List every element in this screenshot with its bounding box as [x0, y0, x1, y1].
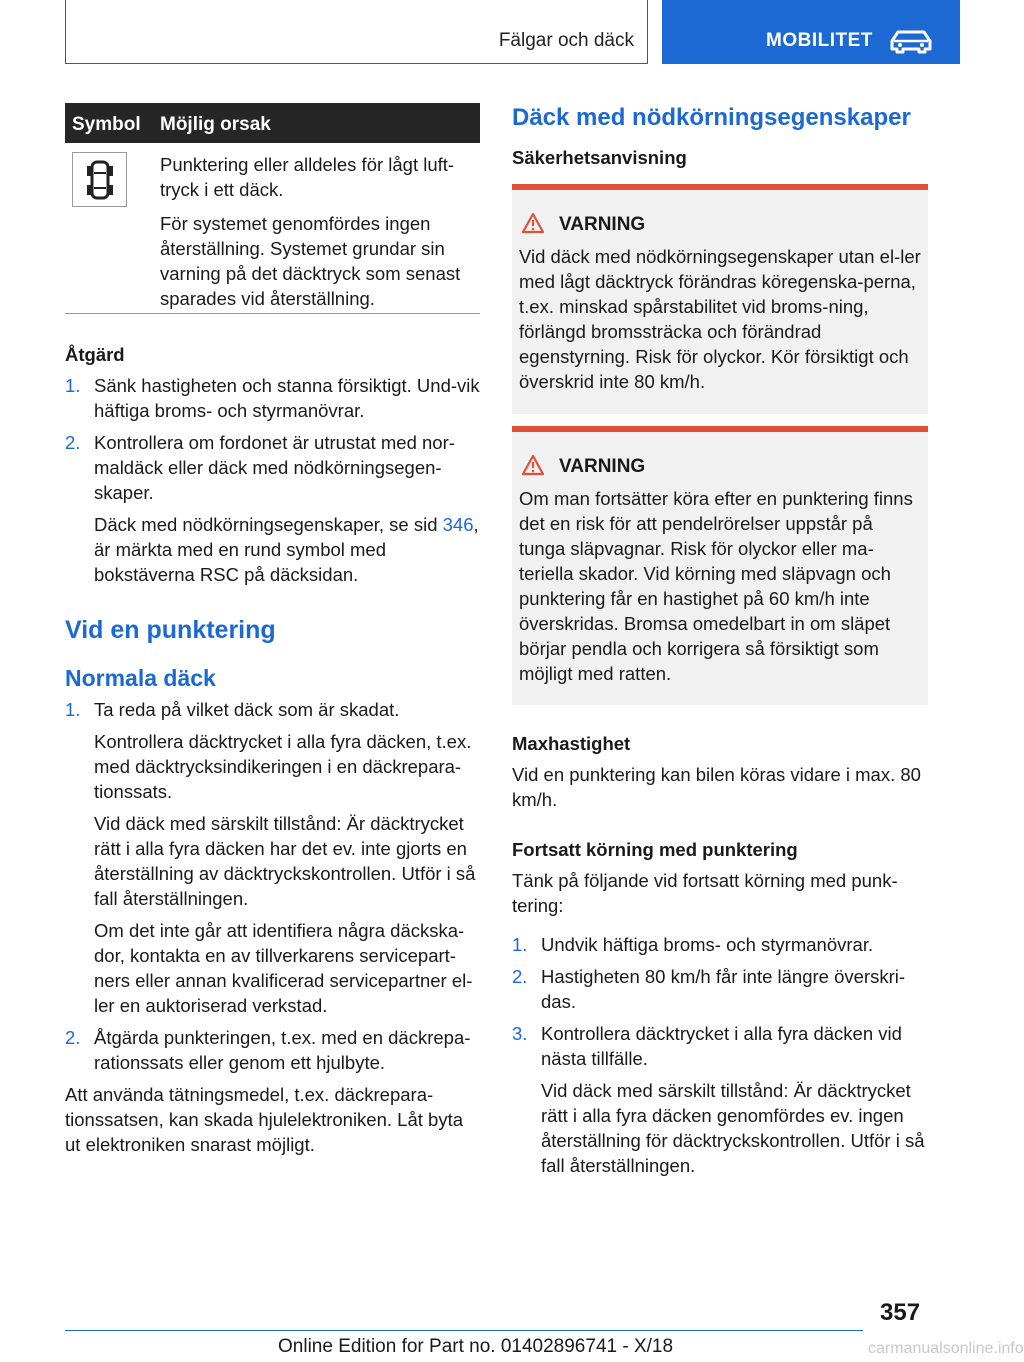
reason-1: Punktering eller alldeles för lågt luft-tryck i ett däck. — [160, 154, 455, 200]
normala-dack-heading: Normala däck — [65, 665, 216, 691]
reason-cell — [160, 152, 475, 320]
warning-triangle-icon — [521, 212, 545, 234]
maxspeed-text: Vid en punktering kan bilen köras vidare i max. 80 km/h. — [512, 764, 921, 810]
warning-title: VARNING — [559, 456, 646, 477]
rsc-heading: Däck med nödkörningsegenskaper — [512, 104, 911, 131]
reason-2: För systemet genomfördes ingen återställning. Systemet grundar sin varning på det däcktryck som senast sparades vid återställning. — [160, 213, 461, 309]
continue-steps — [512, 932, 928, 1178]
maxspeed-heading: Maxhastighet — [512, 733, 631, 754]
list-item: 2. Hastigheten 80 km/h får inte längre överskri-das. — [512, 966, 906, 1012]
continue-heading: Fortsatt körning med punktering — [512, 839, 798, 860]
list-item: 3. Kontrollera däcktrycket i alla fyra däcken vid nästa tillfälle. Vid däck med särskilt tillstånd: Är däcktrycket rätt i alla fyra däcken genomfördes ev. ingen återställning för däcktryckskontrollen. Utför i så fall återställningen. — [512, 1023, 925, 1176]
list-item: 1. Undvik häftiga broms- och styrmanövrar. — [512, 934, 874, 955]
watermark: carmanualsonline.info — [868, 1340, 1024, 1357]
symbol-cell — [72, 152, 127, 207]
section-title: Fälgar och däck — [498, 30, 634, 51]
page-ref-link[interactable]: 346 — [442, 514, 474, 535]
car-icon — [888, 29, 934, 53]
safety-heading: Säkerhetsanvisning — [512, 147, 687, 168]
list-item: 1. Sänk hastigheten och stanna försiktigt. Und-vik häftiga broms- och styrmanövrar. — [65, 375, 480, 421]
left-column — [65, 103, 480, 1157]
edition-text: Online Edition for Part no. 01402896741 - X/18 — [278, 1336, 674, 1357]
continue-text: Tänk på följande vid fortsatt körning med punk-tering: — [512, 870, 898, 916]
symbol-table-header — [65, 103, 480, 143]
table-row — [65, 143, 480, 314]
atgard-steps — [65, 373, 480, 587]
warning-title: VARNING — [559, 214, 646, 235]
page-number: 357 — [880, 1299, 921, 1326]
atgard-heading: Åtgärd — [65, 344, 125, 365]
warning-box — [512, 184, 928, 414]
list-item: 2. Åtgärda punkteringen, t.ex. med en däckrepa-rationssats eller genom ett hjulbyte. — [65, 1027, 471, 1073]
warning-triangle-icon — [521, 454, 545, 476]
right-column — [512, 103, 928, 1185]
warning-text: Vid däck med nödkörningsegenskaper utan el-ler med lågt däcktryck förändras köregenska-perna, t.ex. minskad spårstabilitet vid broms-ning, förlängd bromssträcka och förändrad egenstyrning. Risk för olyckor. Kör försiktigt och överskrid inte 80 km/h. — [519, 246, 921, 392]
sealant-note: Att använda tätningsmedel, t.ex. däckrepara-tionssatsen, kan skada hjulelektroniken. Låt byta ut elektroniken snarast möjligt. — [65, 1084, 463, 1155]
list-item: 2. Kontrollera om fordonet är utrustat med nor-maldäck eller däck med nödkörningsegen-skaper. Däck med nödkörningsegenskaper, se sid 346, är märkta med en rund symbol med bokstäverna RSC på däcksidan. — [65, 432, 479, 585]
chapter-tab-label: MOBILITET — [766, 30, 873, 51]
col-reason: Möjlig orsak — [160, 114, 271, 135]
warning-text: Om man fortsätter köra efter en punktering finns det en risk för att pendelrörelser uppstår på tunga släpvagnar. Risk för olyckor eller ma-teriella skador. Vid körning med släpvagn och punktering får en hastighet på 60 km/h inte överskridas. Bromsa omedelbart in om släpet börjar pendla och korrigera så försiktigt som möjligt med ratten. — [519, 488, 913, 684]
list-item: 1. Ta reda på vilket däck som är skadat. Kontrollera däcktrycket i alla fyra däcken, t.ex. med däcktrycksindikeringen i en däckrepara-tionssats. Vid däck med särskilt tillstånd: Är däcktrycket rätt i alla fyra däcken har det ev. inte gjorts en återställning av däcktryckskontrollen. Utför i så fall återställningen. Om det inte går att identifiera några däckska-dor, kontakta en av tillverkarens servicepart-ners eller annan kvalificerad servicepartner el-ler en auktoriserad verkstad. — [65, 699, 476, 1016]
warning-box — [512, 426, 928, 705]
col-symbol: Symbol — [72, 114, 141, 135]
punktering-heading: Vid en punktering — [65, 616, 276, 644]
punktering-steps — [65, 697, 480, 1075]
chapter-tab[interactable] — [662, 0, 960, 64]
footer-divider — [65, 1330, 863, 1331]
tire-pressure-car-icon — [87, 159, 113, 201]
